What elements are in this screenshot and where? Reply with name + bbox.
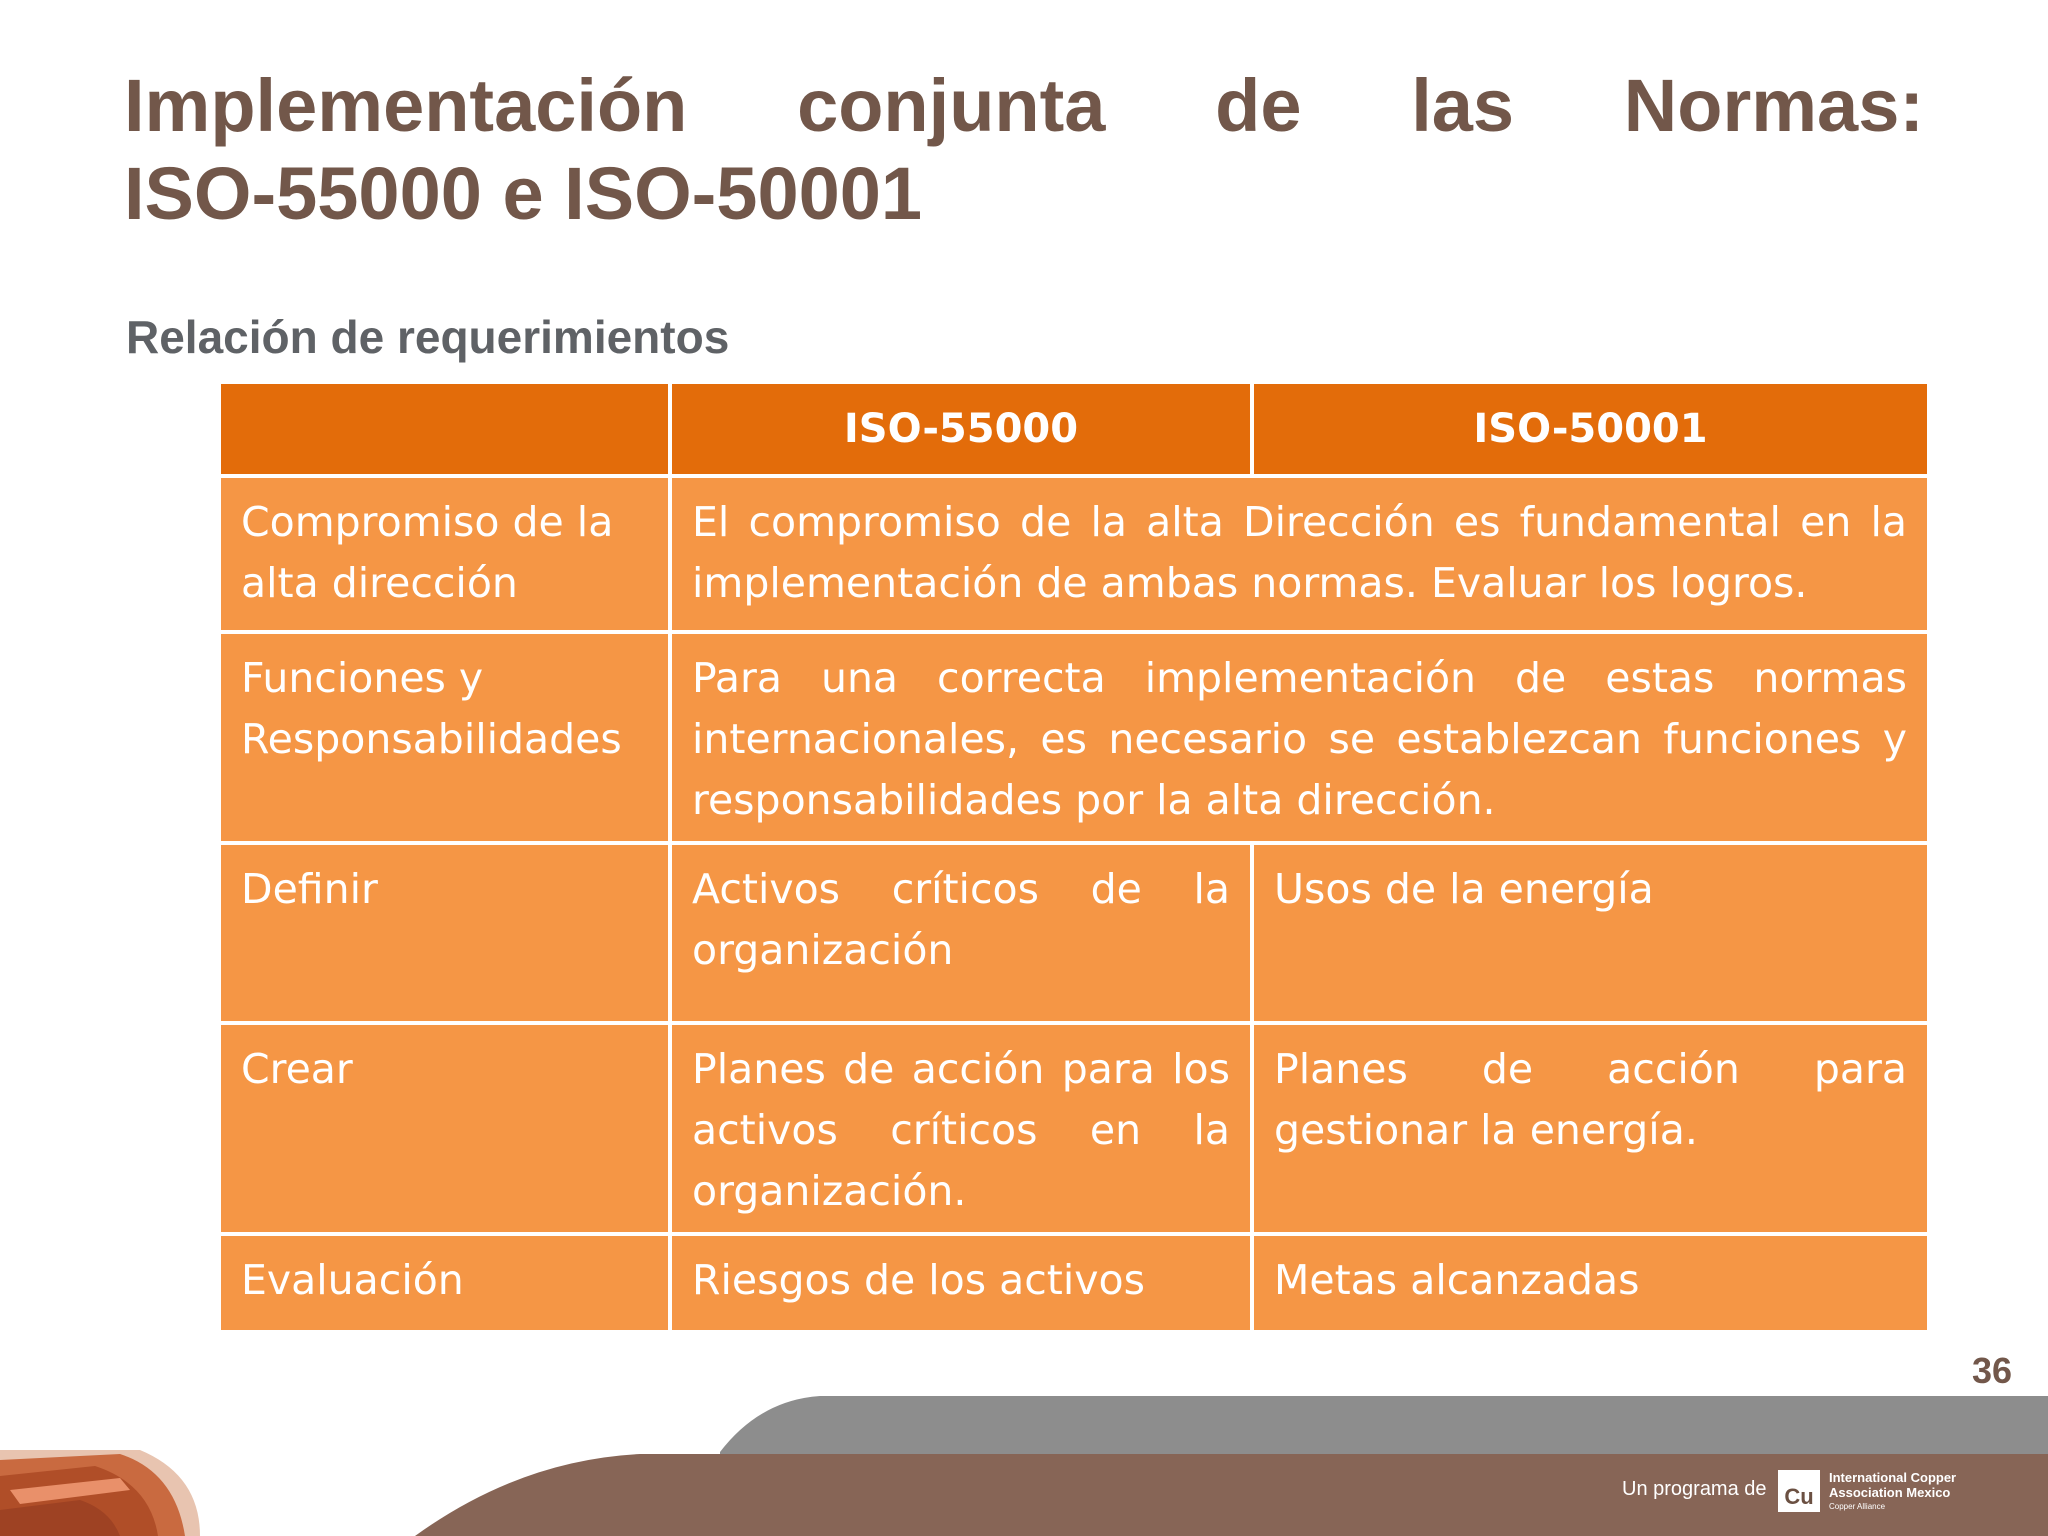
iso-55000-cell: Activos críticos de la organización	[670, 843, 1252, 1023]
cu-logo-icon: Cu	[1778, 1470, 1820, 1512]
requirements-table	[217, 380, 1931, 1334]
header-cell-empty	[219, 382, 670, 476]
iso-50001-cell: Usos de la energía	[1252, 843, 1929, 1023]
merged-cell: El compromiso de la alta Dirección es fundamental en la implementación de ambas normas. Evaluar los logros.	[670, 476, 1929, 632]
row-label: Crear	[219, 1023, 670, 1234]
row-label: Definir	[219, 843, 670, 1023]
title-word: Normas:	[1623, 64, 1924, 147]
table-row	[219, 1023, 1929, 1234]
program-text: Un programa de	[1622, 1478, 1767, 1500]
iso-55000-cell: Riesgos de los activos	[670, 1234, 1252, 1332]
table-header-row	[219, 382, 1929, 476]
footer-banner	[0, 1380, 2048, 1536]
row-label: Funciones y Responsabilidades	[219, 632, 670, 843]
title-line-2: ISO-55000 e ISO-50001	[124, 152, 923, 235]
table-row	[219, 1234, 1929, 1332]
table-row	[219, 843, 1929, 1023]
iso-55000-cell: Planes de acción para los activos críticos en la organización.	[670, 1023, 1252, 1234]
slide-subtitle: Relación de requerimientos	[126, 311, 730, 363]
header-cell-iso-50001: ISO-50001	[1252, 382, 1929, 476]
iso-50001-cell: Planes de acción para gestionar la energía.	[1252, 1023, 1929, 1234]
org-line-1: International Copper	[1829, 1470, 1957, 1485]
title-word: las	[1411, 64, 1515, 147]
org-line-3: Copper Alliance	[1829, 1502, 1886, 1511]
table-row	[219, 632, 1929, 843]
header-cell-iso-55000: ISO-55000	[670, 382, 1252, 476]
iso-50001-cell: Metas alcanzadas	[1252, 1234, 1929, 1332]
merged-cell: Para una correcta implementación de estas normas internacionales, es necesario se establezcan funciones y responsabilidades por la alta dirección.	[670, 632, 1929, 843]
title-word: de	[1215, 64, 1302, 147]
row-label: Compromiso de la alta dirección	[219, 476, 670, 632]
title-word: conjunta	[797, 64, 1106, 147]
title-line-1	[124, 62, 1924, 150]
slide-title	[124, 62, 1924, 238]
copper-pipe-image	[0, 1450, 200, 1536]
row-label: Evaluación	[219, 1234, 670, 1332]
table-row	[219, 476, 1929, 632]
organization-name	[1829, 1470, 1956, 1514]
title-word: Implementación	[124, 64, 688, 147]
org-line-2: Association Mexico	[1829, 1485, 1951, 1500]
page-number: 36	[1971, 1350, 2012, 1391]
